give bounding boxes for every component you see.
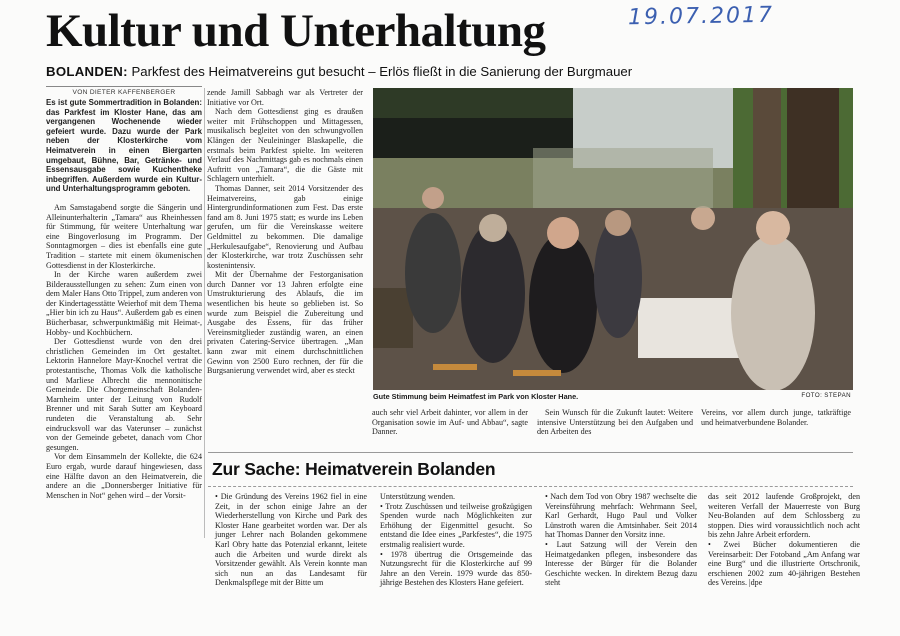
article-paragraph: Mit der Übernahme der Festorganisation durch Danner vor 13 Jahren erfolgte eine Umstrukturierung des Ablaufs, die im wesentlichen bis heute so geblieben ist. So wurde zum Beispiel die Zubereitung und Ausgabe des Essens, für das früher Vereinsmitglieder zuständig waren, an einen privaten Catering-Service übertragen. „Man kann zwar mit einem durchschnittlichen Gewinn von 2500 Euro rechnen, der für die Burgsanierung verwendet wird, aber es steckt — [207, 270, 363, 376]
photo-caption — [373, 392, 853, 401]
info-box-text: • Die Gründung des Vereins 1962 fiel in eine Zeit, in der schon einige Jahre an der Wiederherstellung von Kirche und Park des Kloster Hane gearbeitet worden war. Der als junger Lehrer nach Bolanden gekommene Karl Obry hatte das Potenzial erkannt, leitete auch die Arbeiten und wurde direkt als Vorsitzender gewählt. Als Verein konnte man sich nun an das Landesamt für Denkmalspflege mit der Bitte um — [215, 492, 367, 588]
article-subheadline — [46, 64, 632, 79]
article-paragraph: In der Kirche waren außerdem zwei Bilderausstellungen zu sehen: Zum einen von dem Maler Hans Otto Trippel, zum anderen von der Kindertagesstätte Weierhof mit dem Thema „Hier bin ich zu Haus“. Außerdem gab es einen Bücherbasar, schwerpunktmäßig mit Heimat-, Hobby- und Kochbüchern. — [46, 270, 202, 337]
article-paragraph: Nach dem Gottesdienst ging es draußen weiter mit Frühschoppen und Mittagessen, musikalisch begleitet von den schwungvollen Klängen der Neuleininger Blaskapelle, die erstmals beim Parkfest spielte. Im weiteren Verlauf des Nachmittags gab es nochmals einen Auftritt von „Tamara“, die die Gäste mit Schlagern unterhielt. — [207, 107, 363, 184]
photo-image — [373, 88, 853, 390]
info-box-column-2 — [380, 492, 532, 588]
subheadline-text: Parkfest des Heimatvereins gut besucht – Erlös fließt in die Sanierung der Burgmauer — [131, 64, 633, 79]
article-paragraph: Am Samstagabend sorgte die Sängerin und Alleinunterhalterin „Tamara“ aus Rheinhessen für Stimmung, für weitere Unterhaltung war eine Bingoverlosung im Programm. Der Sonntagmorgen – dies ist ebenfalls eine gute Tradition – startete mit einem ökumenischen Gottesdienst in der Klosterkirche. — [46, 202, 202, 270]
byline: VON DIETER KAFFENBERGER — [46, 86, 202, 96]
photo-credit: FOTO: STEPAN — [801, 392, 851, 399]
article-lead: Es ist gute Sommertradition in Bolanden: das Parkfest im Kloster Hane, das am vergangenen Wochenende wieder gefeiert wurde. Dazu wurde der Park neben der Klosterkirche vom Heimatverein in einen Biergarten umgebaut, Bühne, Bar, Getränke- und Essensausgabe sowie Kuchentheke inbegriffen. Außerdem wurde ein Kultur- und Unterhaltungsprogramm geboten. — [46, 98, 202, 194]
article-paragraph: zende Jamill Sabbagh war als Vertreter der Initiative vor Ort. — [207, 88, 363, 107]
article-paragraph: Sein Wunsch für die Zukunft lautet: Weitere intensive Unterstützung bei den Aufgaben und den Arbeiten des — [537, 408, 693, 437]
info-box-text: das seit 2012 laufende Großprojekt, den weiteren Verfall der Mauerreste von Burg Neu-Bolanden auf dem Schlossberg zu stoppen. Dies wird voraussichtlich noch acht bis zehn Jahre Arbeit erfordern. • Zwei Bücher dokumentieren die Vereinsarbeit: Der Fotoband „Am Anfang war eine Burg“ und die illustrierte Ortschronik, erschienen 2002 zum 40-jährigen Bestehen des Vereins. |dpe — [708, 492, 860, 588]
column-divider — [204, 88, 205, 538]
section-headline: Kultur und Unterhaltung — [46, 5, 546, 57]
info-box-column-4 — [708, 492, 860, 588]
article-paragraph: auch sehr viel Arbeit dahinter, vor allem in der Organisation sowie im Auf- und Abbau“, sagte Danner. — [372, 408, 528, 437]
article-column-1 — [46, 98, 202, 500]
caption-text: Gute Stimmung beim Heimatfest im Park von Kloster Hane. — [373, 392, 579, 401]
info-box-column-1 — [215, 492, 367, 588]
article-column-5 — [701, 408, 851, 427]
info-box-text: Unterstützung wenden. • Trotz Zuschüssen und teilweise großzügigen Spenden wurde nach Möglichkeiten zur Erhöhung der Eigenmittel gesucht. So entstand die Idee eines „Parkfestes“, die 1975 erstmalig realisiert wurde. • 1978 übertrug die Ortsgemeinde das Nutzungsrecht für die Klosterkirche auf 99 Jahre an den Verein. 1979 wurde das 850-jährige Bestehen des Klosters Hane gefeiert. — [380, 492, 532, 588]
subheadline-place: BOLANDEN: — [46, 64, 128, 79]
article-column-2 — [207, 88, 363, 376]
info-box-title: Zur Sache: Heimatverein Bolanden — [212, 459, 496, 479]
handwritten-date: 19.07.2017 — [627, 2, 775, 31]
article-paragraph: Thomas Danner, seit 2014 Vorsitzender des Heimatvereins, gab einige Hintergrundinformationen zum Fest. Das erste fand am 8. Juni 1975 statt; es wurde ins Leben gerufen, um für die Vereinskasse weitere Geldmittel zu bekommen. Die damalige „Herkulesaufgabe“, Renovierung und Aufbau der Klosterkirche, war trotz Zuschüssen sehr kostenintensiv. — [207, 183, 363, 270]
info-box-text: • Nach dem Tod von Obry 1987 wechselte die Vereinsführung mehrfach: Wehrmann Seel, Karl Gerhardt, Hugo Paul und Volker Lünstroth waren die Amtsinhaber. Seit 2014 hat Thomas Danner den Vorsitz inne. • Laut Satzung will der Verein den Heimatgedanken pflegen, insbesondere das Interesse der Bürger für die Bolander Geschichte wecken. In direktem Bezug dazu steht — [545, 492, 697, 588]
article-column-4 — [537, 408, 693, 437]
info-box-column-3 — [545, 492, 697, 588]
festival-photo — [373, 88, 853, 390]
info-box-divider — [208, 486, 853, 487]
section-divider — [208, 452, 853, 453]
article-paragraph: Der Gottesdienst wurde von den drei christlichen Gemeinden im Ort gestaltet. Lektorin Hannelore Mayr-Knochel vertrat die protestantische, Thomas Volk die katholische und Marliese Albrecht die mennonitische Gemeinde. Die Chorgemeinschaft Bolanden-Marnheim unter der Leitung von Rudolf Brenner und mit Sarah Sutter am Keyboard rundeten die Veranstaltung ab. Sehr eindrucksvoll war das Vaterunser – zunächst von der Gemeinde gebetet, danach vom Chor gesungen. — [46, 337, 202, 452]
article-paragraph: Vereins, vor allem durch junge, tatkräftige und heimatverbundene Bolander. — [701, 408, 851, 427]
article-column-3 — [372, 408, 528, 437]
article-paragraph: Vor dem Einsammeln der Kollekte, die 624 Euro ergab, wurde darauf hingewiesen, dass eine Hälfte davon an den Heimatverein, die andere an die „Donnersberger Initiative für Menschen in Not“ gehen wird – der Vorsit- — [46, 452, 202, 500]
